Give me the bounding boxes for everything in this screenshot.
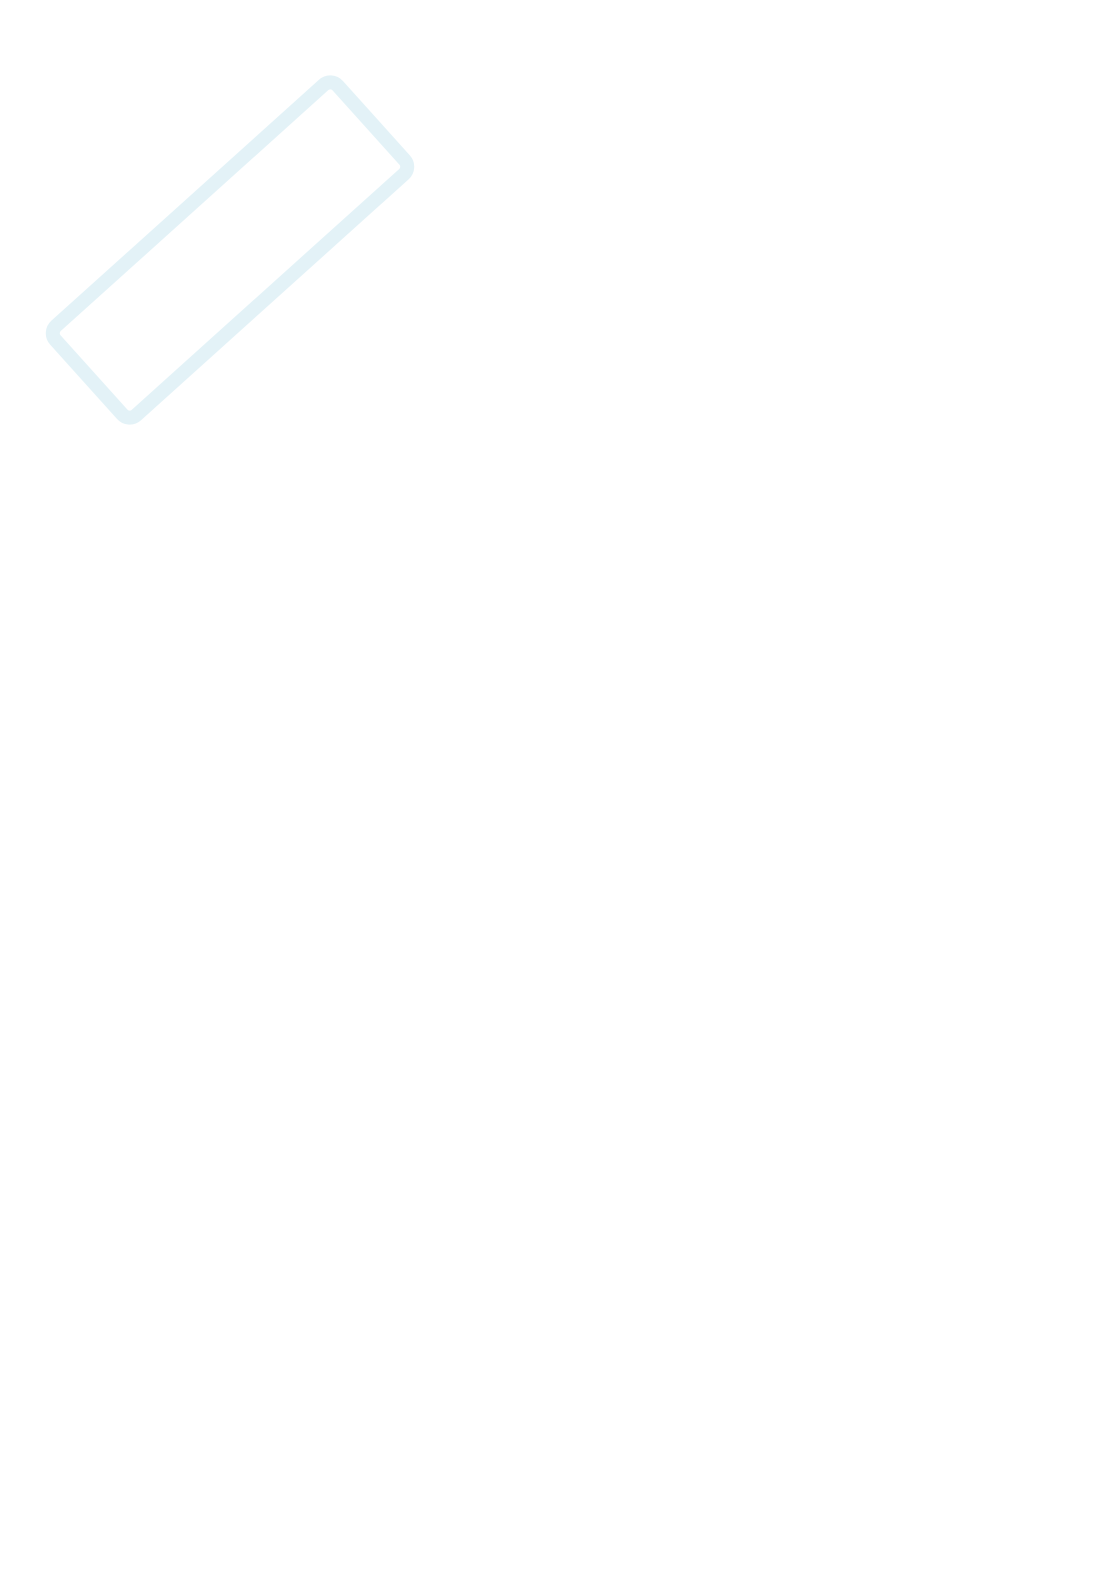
watermark-logo	[20, 40, 440, 460]
document-page	[140, 130, 1010, 152]
